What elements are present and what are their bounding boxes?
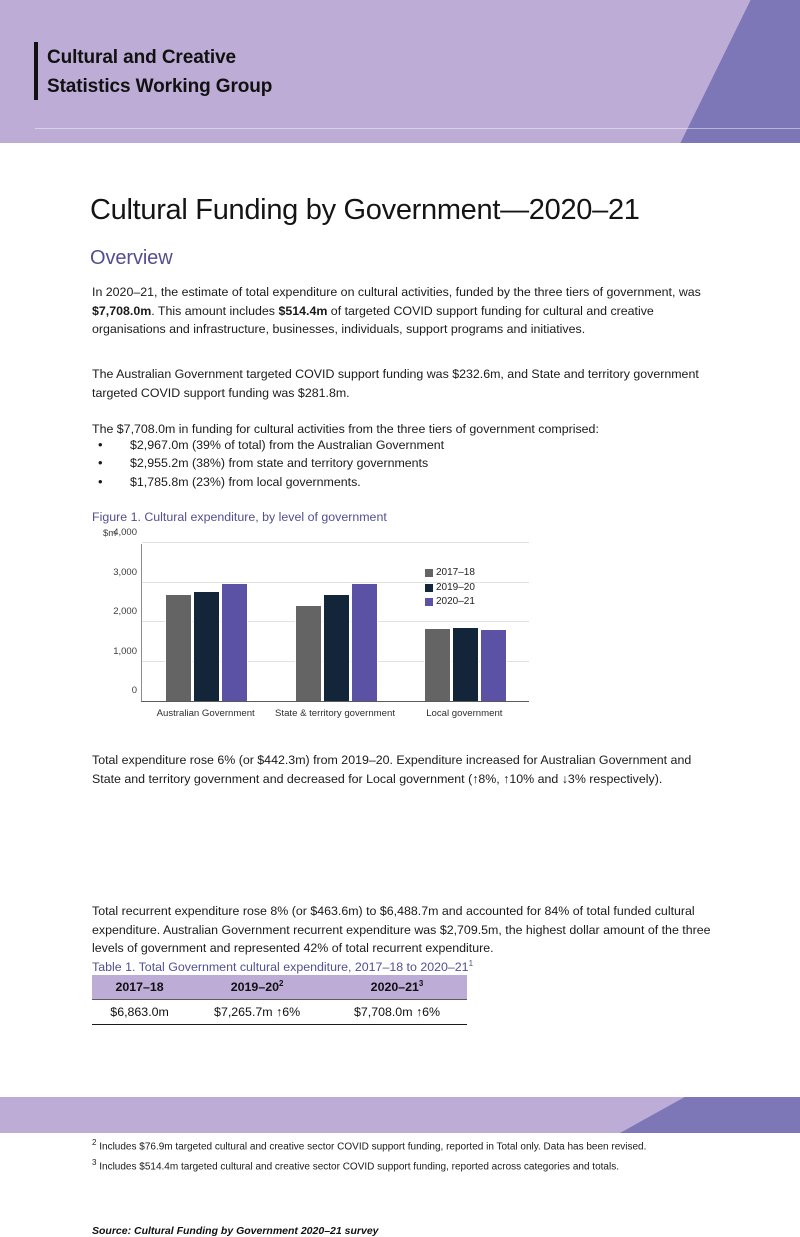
paragraph-total-expenditure: [92, 283, 712, 338]
organisation-title-line2: Statistics Working Group: [47, 76, 273, 97]
table-1-caption-footnote-marker: 1: [468, 959, 474, 968]
chart-legend: [425, 566, 475, 610]
p1-text-a: In 2020–21, the estimate of total expenditure on cultural activities, funded by the three tiers of government, was: [92, 285, 701, 300]
chart-bar: [193, 592, 220, 701]
x-axis-labels: [141, 708, 529, 728]
p1-text-e: of targeted COVID support funding for cultural and creative organisations and infrastructure, businesses, individuals, support programs and initiatives.: [92, 303, 654, 337]
page-title: Cultural Funding by Government—2020–21: [90, 194, 640, 227]
funding-breakdown-list: [92, 436, 712, 491]
table-1-caption-text: Table 1. Total Government cultural expenditure, 2017–18 to 2020–21: [92, 960, 469, 975]
chart-bar: [221, 584, 248, 701]
footnote-item: [92, 1155, 712, 1174]
header-accent-bar: [34, 42, 38, 100]
figure-1-caption: Figure 1. Cultural expenditure, by level of government: [92, 510, 387, 524]
paragraph-expenditure-change: Total expenditure rose 6% (or $442.3m) from 2019–20. Expenditure increased for Australian Government and State and territory government and decreased for Local government (↑8%, ↑10% and ↓3% respectively).: [92, 753, 692, 786]
source-note: Source: Cultural Funding by Government 2020–21 survey: [92, 1225, 379, 1237]
paragraph-covid-support: The Australian Government targeted COVID support funding was $232.6m, and State and territory government targeted COVID support funding was $281.8m.: [92, 367, 699, 400]
y-axis-unit-label: $m: [103, 528, 117, 539]
table-header-cell: [187, 975, 327, 1000]
list-item: • $1,785.8m (23%) from local governments.: [92, 473, 712, 491]
table-header-row: [92, 975, 467, 1000]
page-footer-band: [0, 1097, 800, 1133]
table-header-label: 2017–18: [115, 980, 164, 995]
chart-bar: [480, 630, 507, 701]
x-axis-tick-label: State & territory government: [275, 708, 395, 719]
legend-label: 2020–21: [436, 596, 475, 607]
y-axis-tick-label: 2,000: [113, 606, 137, 617]
table-cell: $6,863.0m: [92, 1000, 187, 1025]
footnote-text: Includes $514.4m targeted cultural and creative sector COVID support funding, reported across categories and totals.: [99, 1160, 619, 1172]
table-header-cell: [327, 975, 467, 1000]
p1-covid-amount: $514.4m: [278, 303, 328, 318]
x-axis-tick-label: Local government: [426, 708, 503, 719]
legend-label: 2019–20: [436, 581, 475, 593]
y-axis-tick-label: 1,000: [113, 645, 137, 657]
header-diagonal-wedge: [670, 0, 800, 143]
chart-gridline: [142, 542, 529, 543]
legend-swatch-icon: [425, 584, 433, 592]
table-1-caption: [92, 959, 473, 974]
x-axis-tick-label: Australian Government: [156, 708, 255, 719]
footnote-item: [92, 1135, 712, 1154]
chart-bar: [165, 595, 192, 701]
page-header-band: [0, 0, 800, 143]
footer-diagonal-wedge: [620, 1097, 800, 1133]
chart-bar: [351, 584, 378, 701]
table-header-label: 2020–21: [370, 980, 419, 995]
organisation-title-line1: Cultural and Creative: [47, 47, 237, 68]
table-header-sup: 3: [418, 979, 424, 988]
legend-item: [425, 595, 475, 610]
footnote-marker: 2: [92, 1138, 97, 1148]
paragraph-comprised-intro: The $7,708.0m in funding for cultural activities from the three tiers of government comprised:: [92, 422, 599, 437]
y-axis-tick-label: 3,000: [113, 566, 137, 578]
table-cell: $7,708.0m ↑6%: [327, 1000, 467, 1025]
footnote-marker: 3: [92, 1157, 97, 1167]
paragraph-recurrent-expenditure: Total recurrent expenditure rose 8% (or $463.6m) to $6,488.7m and accounted for 84% of total funded cultural expenditure. Australian Government recurrent expenditure was $2,709.5m, the highest dollar amount of the three levels of government and represented 42% of total recurrent expenditure.: [92, 904, 711, 956]
chart-bar: [295, 606, 322, 701]
table-header-sup: 2: [279, 979, 284, 988]
p1-total-amount: $7,708.0m: [92, 303, 152, 318]
legend-swatch-icon: [425, 569, 433, 577]
y-axis-tick-label: 4,000: [113, 527, 137, 538]
legend-label: 2017–18: [436, 567, 475, 578]
table-cell: $7,265.7m ↑6%: [187, 1000, 327, 1025]
table-header-label: 2019–20: [230, 980, 279, 995]
footnote-text: Includes $76.9m targeted cultural and creative sector COVID support funding, reported in Total only. Data has been revised.: [99, 1141, 647, 1153]
header-divider: [35, 128, 800, 129]
y-axis-ticks: [95, 527, 137, 702]
y-axis-tick-label: 0: [131, 685, 137, 696]
table-1-total-expenditure: [92, 975, 467, 1025]
list-item: • $2,955.2m (38%) from state and territory governments: [92, 454, 712, 472]
figure-1-bar-chart: [95, 528, 535, 868]
table-header-cell: [92, 975, 187, 1000]
p1-text-c: . This amount includes: [151, 303, 279, 318]
organisation-title: [47, 43, 547, 101]
section-heading-overview: Overview: [90, 246, 173, 269]
table-row: [92, 1000, 467, 1025]
legend-item: [425, 566, 475, 581]
legend-item: [425, 581, 475, 596]
chart-bar: [424, 629, 451, 701]
chart-bar: [323, 595, 350, 701]
legend-swatch-icon: [425, 598, 433, 606]
chart-bar: [452, 628, 479, 701]
list-item: • $2,967.0m (39% of total) from the Australian Government: [92, 436, 712, 454]
